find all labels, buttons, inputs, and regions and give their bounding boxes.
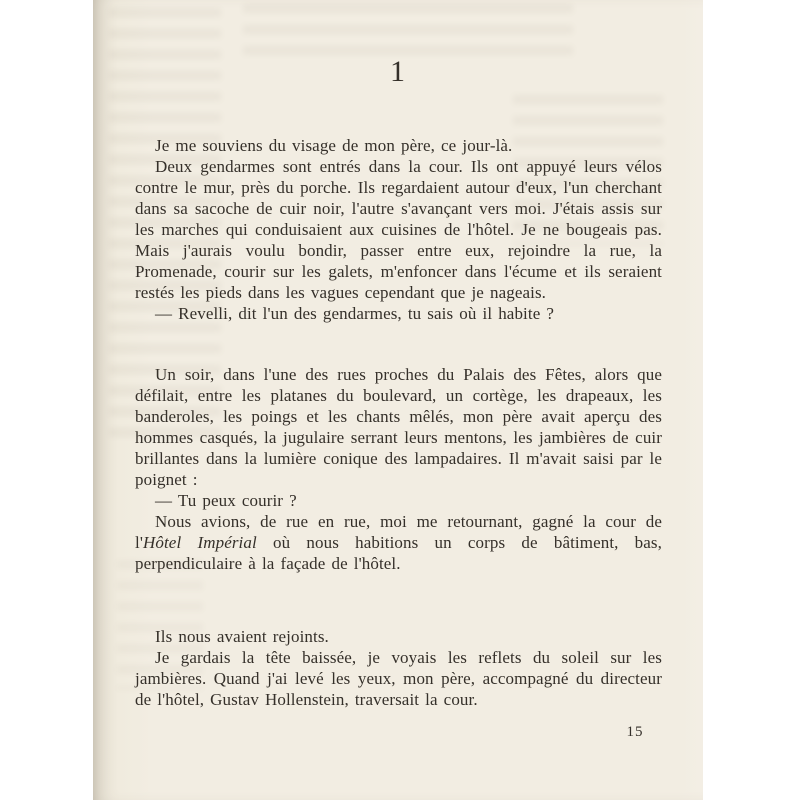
dialogue-line [135,303,662,324]
text-segment: Je gardais la tête baissée, je voyais les reflets du soleil sur les jambières. Quand j'ai levé les yeux, mon père, accompagné du directeur de l'hôtel, Gustav Hollenstein, traversait la cour. [135,648,662,709]
paragraph [135,511,662,574]
text-segment: Ils nous avaient rejoints. [155,627,329,646]
italic-text-segment: Hôtel Impérial [143,533,257,552]
page-number: 15 [626,724,644,740]
dialogue-line [135,490,662,511]
text-segment: Nous avions, de rue en rue, moi me retournant, gagné la cour de l' [135,512,662,552]
text-segment: Je me souviens du visage de mon père, ce jour-là. [155,136,513,155]
book-page [93,0,703,800]
text-segment: — Tu peux courir ? [155,491,297,510]
text-column [135,135,662,710]
paragraph [135,135,662,156]
chapter-number: 1 [390,55,406,88]
paragraph [135,647,662,710]
text-segment: Un soir, dans l'une des rues proches du Palais des Fêtes, alors que défilait, entre les platanes du boulevard, un cortège, les drapeaux, les banderoles, les poings et les chants mêlés, mon père avait aperçu des hommes casqués, la jugulaire serrant leurs mentons, les jambières de cuir brillantes dans la lumière conique des lampadaires. Il m'avait saisi par le poignet : [135,365,662,489]
paragraph [135,626,662,647]
text-segment: où nous habitions un corps de bâtiment, bas, perpendiculaire à la façade de l'hôtel. [135,533,662,573]
paragraph [135,156,662,303]
paragraph [135,364,662,490]
text-segment: — Revelli, dit l'un des gendarmes, tu sais où il habite ? [155,304,555,323]
text-segment: Deux gendarmes sont entrés dans la cour. Ils ont appuyé leurs vélos contre le mur, près du porche. Ils regardaient autour d'eux, l'un cherchant dans sa sacoche de cuir noir, l'autre s'avançant vers moi. J'étais assis sur les marches qui conduisaient aux cuisines de l'hôtel. Je ne bougeais pas. Mais j'aurais voulu bondir, passer entre eux, rejoindre la rue, la Promenade, courir sur les galets, m'enfoncer dans l'écume et ils seraient restés les pieds dans les vagues cependant que je nageais. [135,157,662,302]
